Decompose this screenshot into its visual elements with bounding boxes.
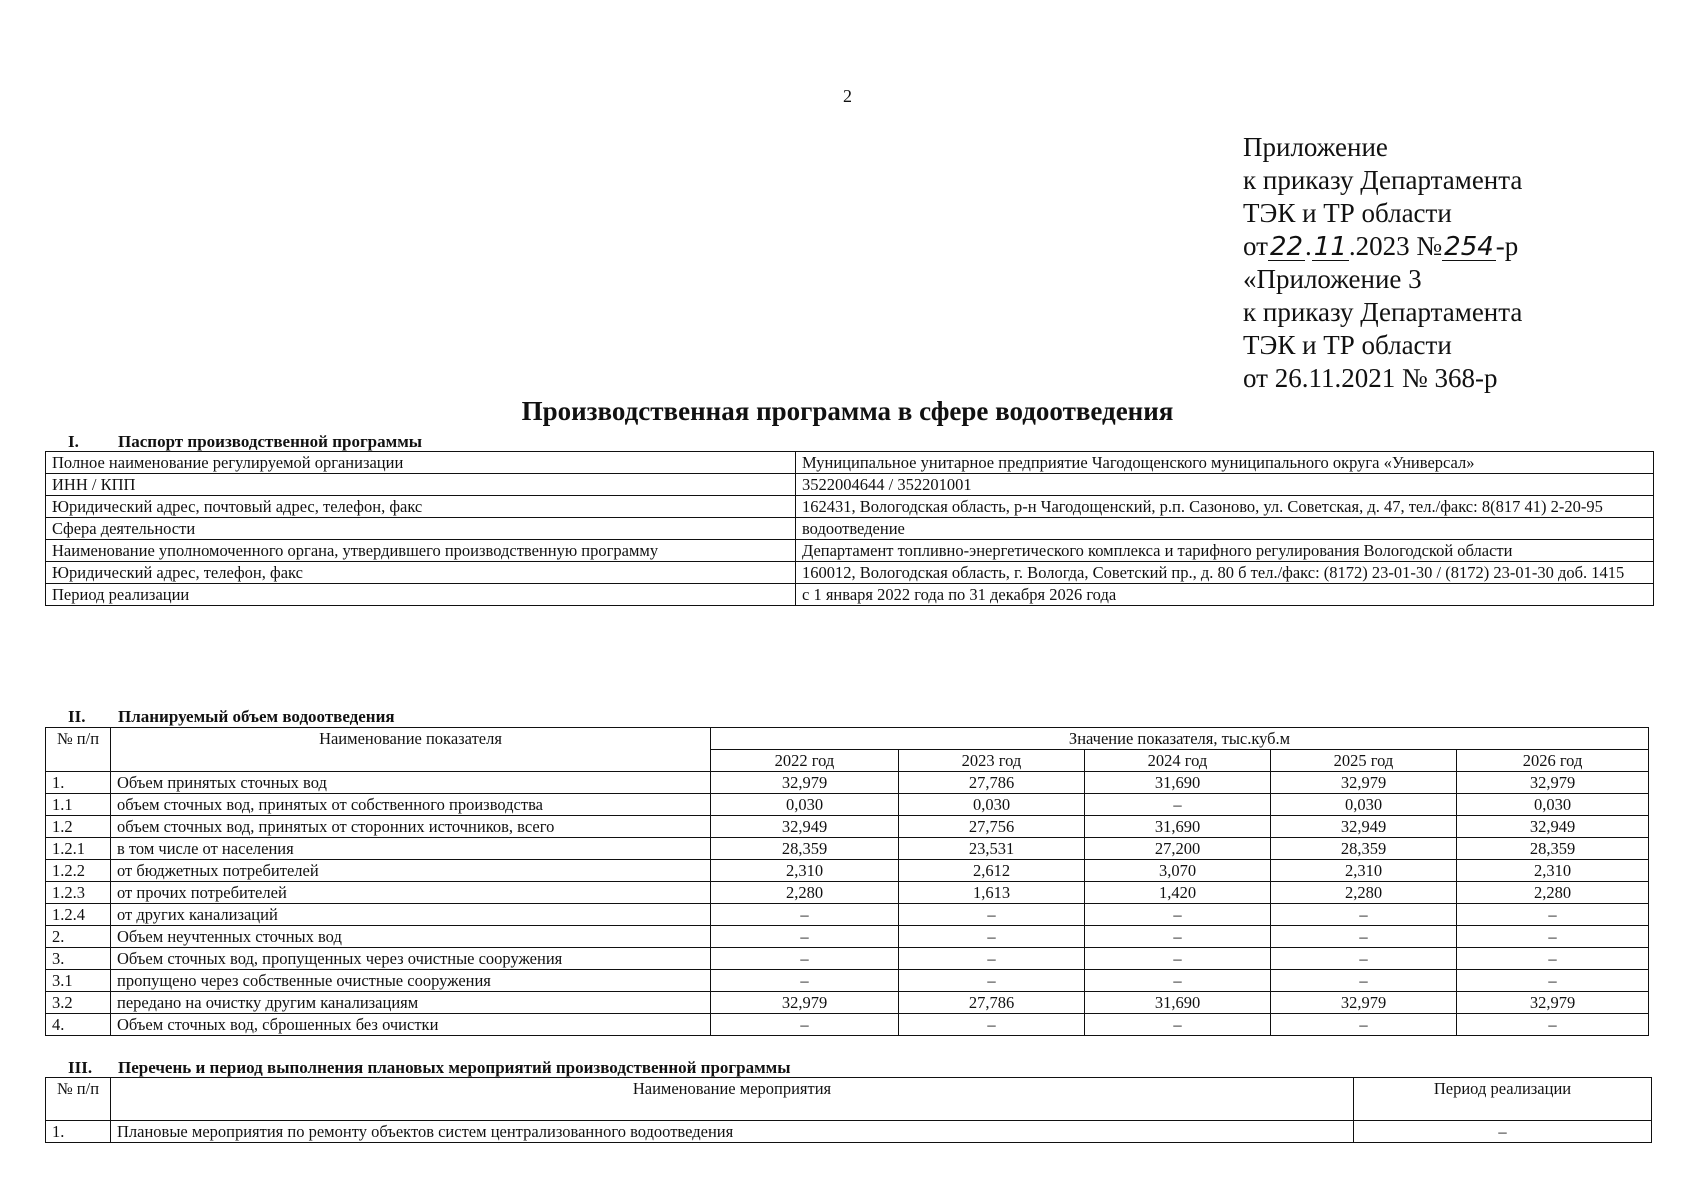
row-number: 1.2.1 [46, 838, 111, 860]
appendix-line: Приложение [1243, 132, 1388, 162]
indicator-value: 27,786 [899, 992, 1085, 1014]
indicator-value: – [1457, 904, 1649, 926]
passport-value: водоотведение [796, 518, 1654, 540]
passport-label: ИНН / КПП [46, 474, 796, 496]
passport-value: Муниципальное унитарное предприятие Чагодощенского муниципального округа «Универсал» [796, 452, 1654, 474]
indicator-name: объем сточных вод, принятых от сторонних источников, всего [111, 816, 711, 838]
passport-label: Сфера деятельности [46, 518, 796, 540]
table-row [46, 474, 1654, 496]
row-number: 4. [46, 1014, 111, 1036]
appendix-line: к приказу Департамента [1243, 165, 1523, 195]
table-row [46, 562, 1654, 584]
table-row [46, 540, 1654, 562]
indicator-value: 1,613 [899, 882, 1085, 904]
indicator-value: 3,070 [1085, 860, 1271, 882]
page-number: 2 [843, 86, 852, 106]
indicator-value: – [1271, 904, 1457, 926]
indicator-value: – [899, 948, 1085, 970]
passport-value: с 1 января 2022 года по 31 декабря 2026 года [796, 584, 1654, 606]
indicator-name: от других канализаций [111, 904, 711, 926]
indicator-value: 32,979 [711, 772, 899, 794]
table-row [46, 926, 1649, 948]
column-header-year: 2024 год [1085, 750, 1271, 772]
indicator-value: 0,030 [711, 794, 899, 816]
column-header-number: № п/п [46, 1078, 111, 1121]
indicator-value: 2,612 [899, 860, 1085, 882]
passport-label: Период реализации [46, 584, 796, 606]
indicator-name: от прочих потребителей [111, 882, 711, 904]
row-number: 2. [46, 926, 111, 948]
indicator-name: Объем сточных вод, сброшенных без очистки [111, 1014, 711, 1036]
row-number: 3.2 [46, 992, 111, 1014]
section-title: Перечень и период выполнения плановых мероприятий производственной программы [118, 1058, 791, 1077]
measure-name: Плановые мероприятия по ремонту объектов систем централизованного водоотведения [111, 1121, 1354, 1143]
indicator-value: 32,979 [1457, 992, 1649, 1014]
table-row [46, 860, 1649, 882]
row-number: 1.1 [46, 794, 111, 816]
appendix-date-line: от22.11.2023 №254-р [1243, 231, 1519, 262]
measures-table [45, 1077, 1652, 1143]
table-row [46, 992, 1649, 1014]
column-header-year: 2026 год [1457, 750, 1649, 772]
indicator-value: 2,280 [1271, 882, 1457, 904]
indicator-value: – [1085, 926, 1271, 948]
indicator-value: 0,030 [1457, 794, 1649, 816]
passport-table [45, 451, 1654, 606]
indicator-value: 0,030 [899, 794, 1085, 816]
indicator-value: 31,690 [1085, 772, 1271, 794]
indicator-value: – [899, 1014, 1085, 1036]
indicator-value: – [1271, 948, 1457, 970]
handwritten-day: 22 [1269, 232, 1304, 262]
row-number: 1.2 [46, 816, 111, 838]
row-number: 1. [46, 772, 111, 794]
table-row [46, 452, 1654, 474]
appendix-line: от 26.11.2021 № 368-р [1243, 363, 1498, 393]
indicator-value: – [1457, 970, 1649, 992]
indicator-value: 31,690 [1085, 992, 1271, 1014]
passport-label: Полное наименование регулируемой организации [46, 452, 796, 474]
passport-label: Юридический адрес, телефон, факс [46, 562, 796, 584]
indicator-value: 32,979 [1271, 772, 1457, 794]
indicator-value: – [899, 926, 1085, 948]
indicator-value: 0,030 [1271, 794, 1457, 816]
passport-label: Наименование уполномоченного органа, утвердившего производственную программу [46, 540, 796, 562]
passport-value: 162431, Вологодская область, р-н Чагодощенский, р.п. Сазоново, ул. Советская, д. 47, тел./факс: 8(817 41) 2-20-95 [796, 496, 1654, 518]
indicator-name: Объем неучтенных сточных вод [111, 926, 711, 948]
table-row [46, 816, 1649, 838]
section-number: II. [68, 707, 86, 726]
indicator-value: – [1271, 970, 1457, 992]
table-row [46, 970, 1649, 992]
handwritten-month: 11 [1313, 232, 1347, 262]
section-title: Паспорт производственной программы [118, 432, 423, 451]
indicator-value: 31,690 [1085, 816, 1271, 838]
section-title: Планируемый объем водоотведения [118, 707, 395, 726]
table-row [46, 904, 1649, 926]
table-row [46, 838, 1649, 860]
column-header-period: Период реализации [1354, 1078, 1652, 1121]
table-row [46, 772, 1649, 794]
indicator-value: – [711, 970, 899, 992]
appendix-block [1243, 131, 1522, 395]
volume-table [45, 727, 1649, 1036]
passport-label: Юридический адрес, почтовый адрес, телефон, факс [46, 496, 796, 518]
indicator-value: – [1085, 794, 1271, 816]
indicator-value: 27,756 [899, 816, 1085, 838]
column-header-value-group: Значение показателя, тыс.куб.м [711, 728, 1649, 750]
indicator-value: 32,949 [1457, 816, 1649, 838]
indicator-value: – [1457, 948, 1649, 970]
table-row [46, 794, 1649, 816]
indicator-value: – [899, 904, 1085, 926]
indicator-name: в том числе от населения [111, 838, 711, 860]
indicator-value: – [1271, 1014, 1457, 1036]
column-header-year: 2022 год [711, 750, 899, 772]
indicator-value: – [899, 970, 1085, 992]
indicator-value: 2,280 [1457, 882, 1649, 904]
indicator-value: 32,979 [1457, 772, 1649, 794]
column-header-year: 2023 год [899, 750, 1085, 772]
indicator-value: 2,280 [711, 882, 899, 904]
indicator-value: – [1085, 948, 1271, 970]
indicator-value: 32,949 [711, 816, 899, 838]
row-number: 3. [46, 948, 111, 970]
document-title: Производственная программа в сфере водоотведения [521, 396, 1174, 426]
section-heading-passport [68, 432, 422, 452]
date-year: .2023 № [1348, 231, 1443, 261]
section-number: III. [68, 1058, 93, 1077]
indicator-value: 2,310 [1271, 860, 1457, 882]
indicator-value: 23,531 [899, 838, 1085, 860]
indicator-value: 1,420 [1085, 882, 1271, 904]
table-row [46, 518, 1654, 540]
measure-period: – [1354, 1121, 1652, 1143]
indicator-name: Объем сточных вод, пропущенных через очистные сооружения [111, 948, 711, 970]
section-heading-measures [68, 1058, 791, 1078]
column-header-number: № п/п [46, 728, 111, 772]
passport-value: Департамент топливно-энергетического комплекса и тарифного регулирования Вологодской области [796, 540, 1654, 562]
indicator-value: 32,979 [1271, 992, 1457, 1014]
passport-value: 160012, Вологодская область, г. Вологда, Советский пр., д. 80 б тел./факс: (8172) 23-01-30 / (8172) 23-01-30 доб. 1415 [796, 562, 1654, 584]
row-number: 1.2.2 [46, 860, 111, 882]
indicator-value: – [1271, 926, 1457, 948]
appendix-line: «Приложение 3 [1243, 264, 1422, 294]
indicator-value: 32,949 [1271, 816, 1457, 838]
indicator-value: 2,310 [1457, 860, 1649, 882]
indicator-value: – [711, 926, 899, 948]
indicator-value: 27,200 [1085, 838, 1271, 860]
indicator-value: – [1085, 904, 1271, 926]
indicator-name: пропущено через собственные очистные сооружения [111, 970, 711, 992]
table-row [46, 948, 1649, 970]
indicator-value: 27,786 [899, 772, 1085, 794]
indicator-value: 2,310 [711, 860, 899, 882]
row-number: 3.1 [46, 970, 111, 992]
table-row [46, 882, 1649, 904]
appendix-line: к приказу Департамента [1243, 297, 1523, 327]
table-row [46, 496, 1654, 518]
indicator-value: – [711, 1014, 899, 1036]
indicator-value: 32,979 [711, 992, 899, 1014]
column-header-measure: Наименование мероприятия [111, 1078, 1354, 1121]
column-header-year: 2025 год [1271, 750, 1457, 772]
indicator-value: – [711, 904, 899, 926]
indicator-value: – [711, 948, 899, 970]
section-number: I. [68, 432, 79, 451]
indicator-value: 28,359 [711, 838, 899, 860]
indicator-name: от бюджетных потребителей [111, 860, 711, 882]
indicator-value: 28,359 [1271, 838, 1457, 860]
indicator-name: передано на очистку другим канализациям [111, 992, 711, 1014]
column-header-name: Наименование показателя [111, 728, 711, 772]
handwritten-order-number: 254 [1444, 232, 1494, 262]
row-number: 1.2.3 [46, 882, 111, 904]
indicator-name: объем сточных вод, принятых от собственного производства [111, 794, 711, 816]
indicator-value: – [1085, 1014, 1271, 1036]
indicator-name: Объем принятых сточных вод [111, 772, 711, 794]
table-row [46, 1014, 1649, 1036]
order-suffix: -р [1495, 231, 1519, 261]
table-row [46, 584, 1654, 606]
indicator-value: – [1457, 926, 1649, 948]
indicator-value: 28,359 [1457, 838, 1649, 860]
table-row [46, 1121, 1652, 1143]
passport-value: 3522004644 / 352201001 [796, 474, 1654, 496]
date-prefix: от [1243, 231, 1268, 261]
indicator-value: – [1085, 970, 1271, 992]
section-heading-volume [68, 707, 395, 727]
appendix-line: ТЭК и ТР области [1243, 330, 1452, 360]
indicator-value: – [1457, 1014, 1649, 1036]
row-number: 1. [46, 1121, 111, 1143]
appendix-line: ТЭК и ТР области [1243, 198, 1452, 228]
row-number: 1.2.4 [46, 904, 111, 926]
